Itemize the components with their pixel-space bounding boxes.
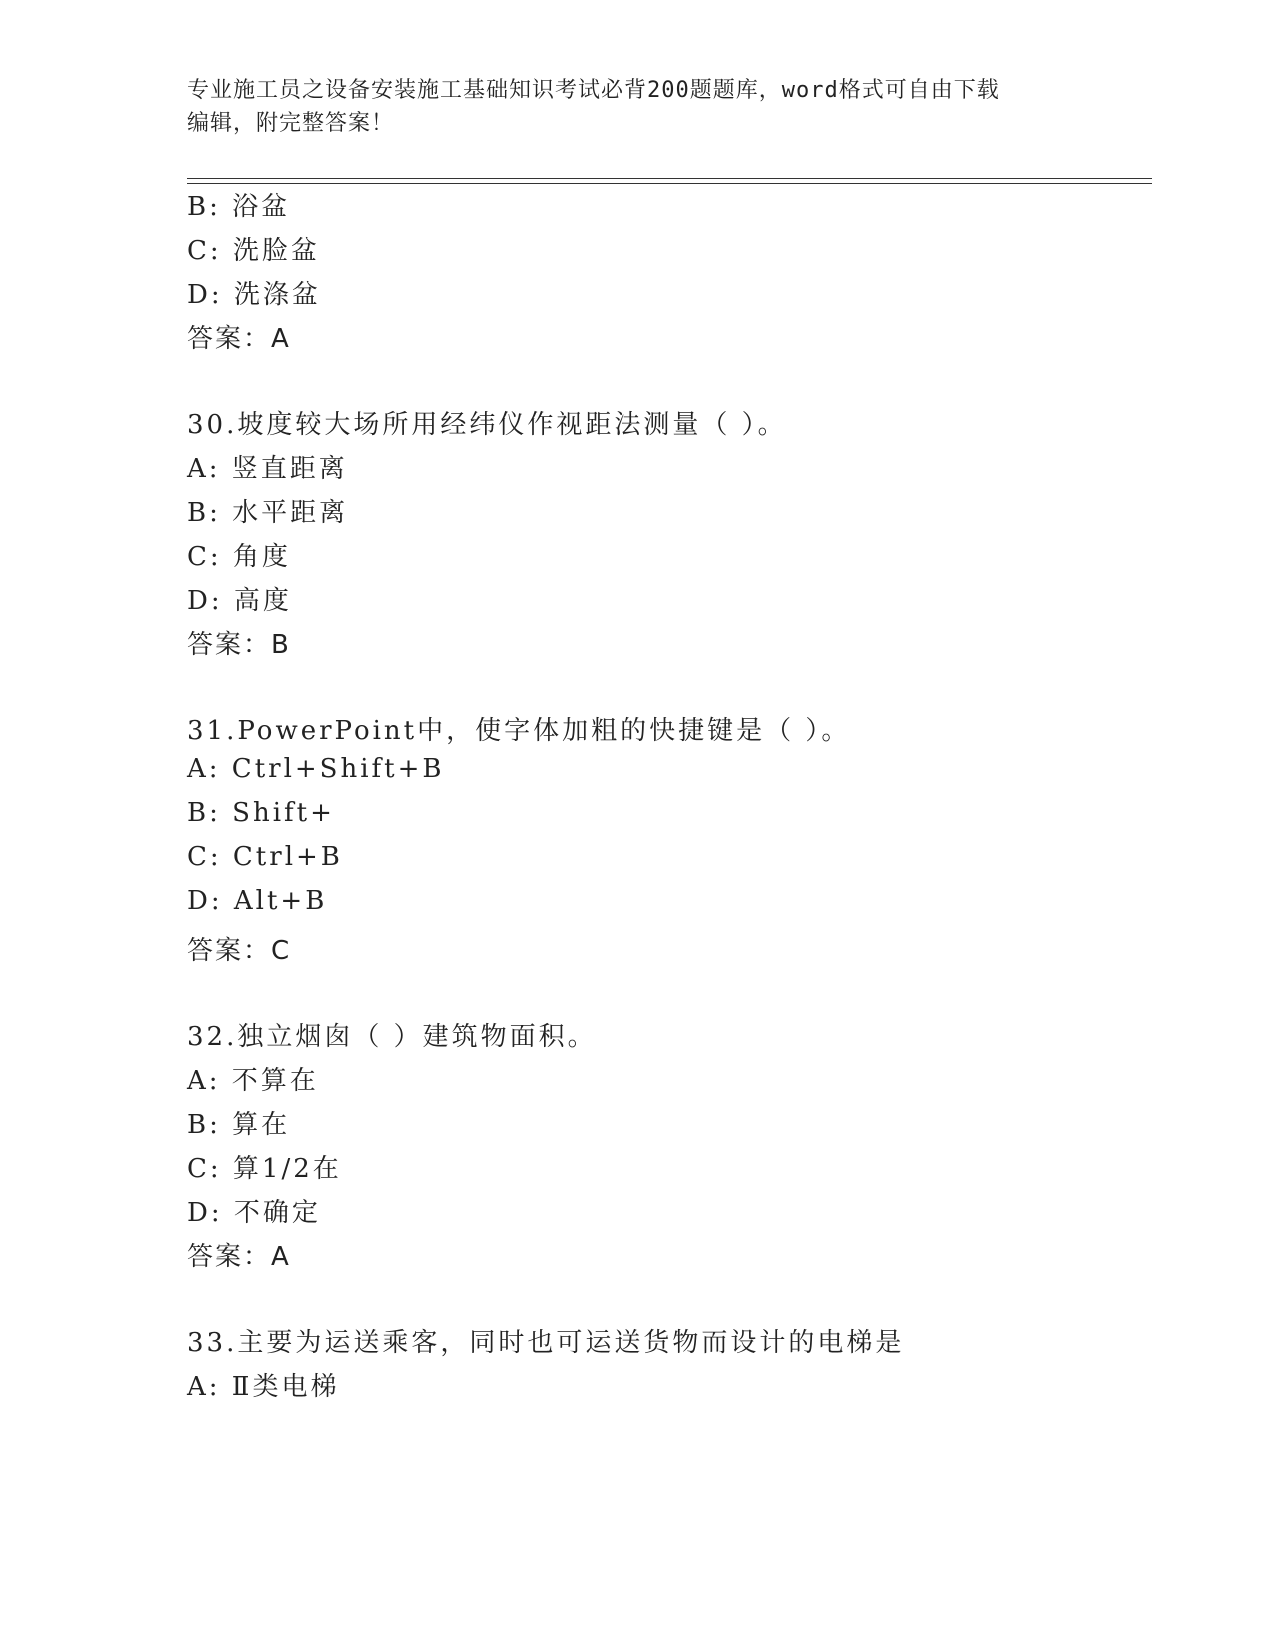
q29-option-b: B: 浴盆	[187, 192, 291, 222]
q31-question: 31.PowerPoint中，使字体加粗的快捷键是（ ）。	[187, 716, 851, 746]
q32-answer: 答案：A	[187, 1242, 291, 1272]
header-line-1: 专业施工员之设备安装施工基础知识考试必背200题题库，word格式可自由下载	[187, 78, 1000, 103]
q31-answer: 答案：C	[187, 936, 292, 966]
q31-option-d: D: Alt+B	[187, 886, 328, 916]
q32-question: 32.独立烟囱（ ）建筑物面积。	[187, 1022, 597, 1052]
q30-option-d: D: 高度	[187, 586, 292, 616]
q30-option-c: C: 角度	[187, 542, 291, 572]
q30-question: 30.坡度较大场所用经纬仪作视距法测量（ ）。	[187, 410, 787, 440]
q33-question: 33.主要为运送乘客，同时也可运送货物而设计的电梯是	[187, 1328, 905, 1358]
q31-option-b: B: Shift+	[187, 798, 335, 828]
document-header	[187, 74, 1067, 140]
q30-option-b: B: 水平距离	[187, 498, 349, 528]
header-divider-top	[187, 178, 1152, 179]
q29-answer: 答案：A	[187, 324, 291, 354]
header-divider-bottom	[187, 183, 1152, 184]
q32-option-d: D: 不确定	[187, 1198, 321, 1228]
q32-option-b: B: 算在	[187, 1110, 291, 1140]
header-line-2: 编辑，附完整答案！	[187, 111, 395, 136]
q33-option-a: A: Ⅱ类电梯	[187, 1372, 340, 1402]
q32-option-a: A: 不算在	[187, 1066, 319, 1096]
q29-option-d: D: 洗涤盆	[187, 280, 321, 310]
q31-option-a: A: Ctrl+Shift+B	[187, 754, 445, 784]
q31-option-c: C: Ctrl+B	[187, 842, 343, 872]
q32-option-c: C: 算1/2在	[187, 1154, 342, 1184]
q30-answer: 答案：B	[187, 630, 291, 660]
q30-option-a: A: 竖直距离	[187, 454, 348, 484]
q29-option-c: C: 洗脸盆	[187, 236, 320, 266]
